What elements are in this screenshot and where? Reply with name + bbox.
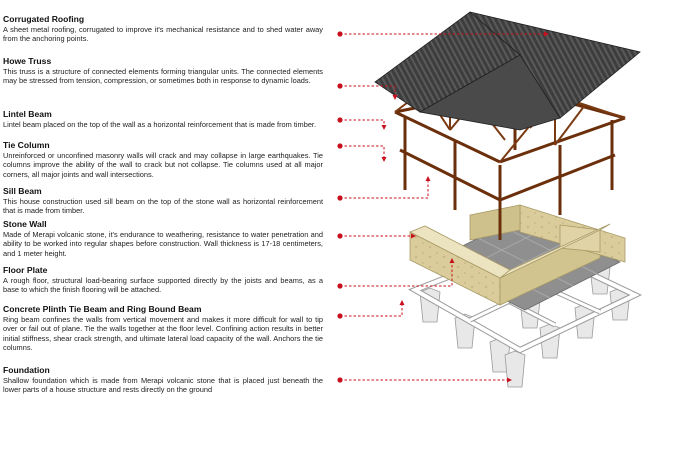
entry-title: Sill Beam bbox=[3, 186, 42, 196]
entry-description: Shallow foundation which is made from Merapi volcanic stone that is placed just beneath the lower parts of a house structure and rests directly on the ground bbox=[3, 376, 323, 395]
entry-description: Made of Merapi volcanic stone, it's endurance to weathering, resistance to water penetration and ability to be worked into regular shapes before construction. Wall thickness is 17-18 centimeters, and 1 meter height. bbox=[3, 230, 323, 258]
entry-title: Lintel Beam bbox=[3, 109, 52, 119]
entry-description: Unreinforced or unconfined masonry walls will crack and may collapse in large earthquakes. Tie columns improve the ability of the wall to crack but not collapse. Tie columns used at all major corners, all major joints and wall intersections. bbox=[3, 151, 323, 179]
entry-title: Foundation bbox=[3, 365, 50, 375]
entry-title: Concrete Plinth Tie Beam and Ring Bound Beam bbox=[3, 304, 202, 314]
entry-title: Howe Truss bbox=[3, 56, 52, 66]
entry-description: Ring beam confines the walls from vertical movement and makes it more difficult for wall to tip over or fail out of plane. Tie the walls together at the floor level. Confining action results in better initial stiffness, shear crack strength, and ultimate lateral load capacity of the wall. Anchors the tie columns. bbox=[3, 315, 323, 353]
leader-plinth bbox=[340, 304, 402, 316]
entry-title: Corrugated Roofing bbox=[3, 14, 85, 24]
leader-dots bbox=[337, 31, 342, 382]
entry-description: Lintel beam placed on the top of the wall as a horizontal reinforcement that is made from timber. bbox=[3, 120, 317, 129]
leader-tiecolumn bbox=[340, 146, 384, 158]
leader-lintel bbox=[340, 120, 384, 126]
entry-description: A rough floor, structural load-bearing surface supported directly by the joists and beams, as a base to which the finish flooring will be attached. bbox=[3, 276, 323, 295]
entry-description: A sheet metal roofing, corrugated to improve it's mechanical resistance and to shed water away from the anchoring points. bbox=[3, 25, 323, 44]
leader-sillbeam bbox=[340, 180, 428, 198]
entry-description: This house construction used sill beam on the top of the stone wall as horizontal reinforcement that is made from timber. bbox=[3, 197, 323, 216]
entry-description: This truss is a structure of connected elements forming triangular units. The connected elements may be stressed from tension, compression, or sometimes both in response to dynamic loads. bbox=[3, 67, 323, 86]
entry-title: Stone Wall bbox=[3, 219, 47, 229]
entry-title: Floor Plate bbox=[3, 265, 48, 275]
entry-title: Tie Column bbox=[3, 140, 50, 150]
